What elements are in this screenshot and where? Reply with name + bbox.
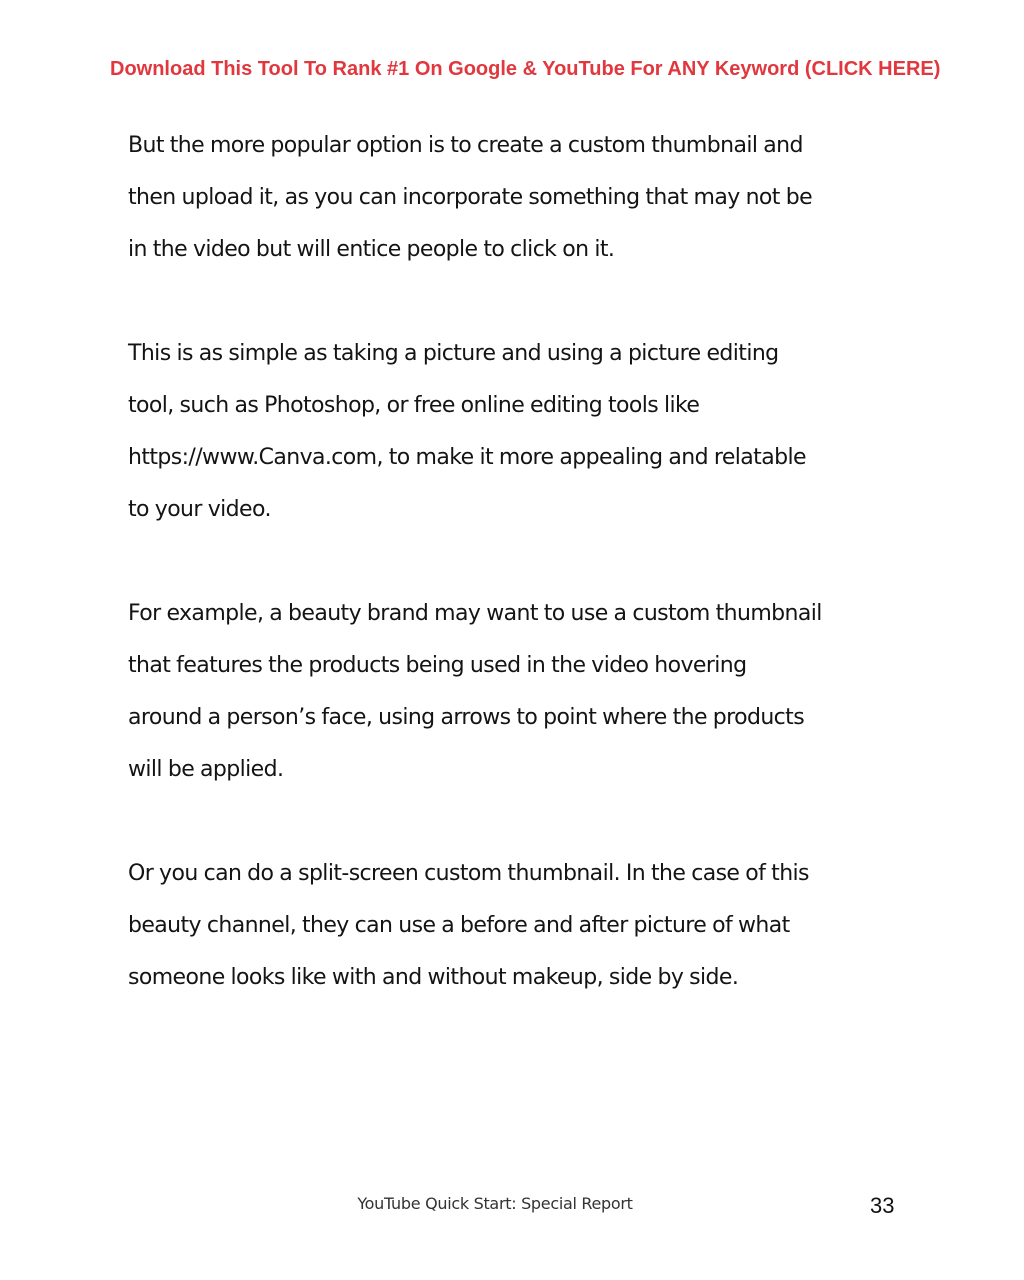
text-line: beauty channel, they can use a before and after picture of what xyxy=(128,913,790,938)
text-line: that features the products being used in the video hovering xyxy=(128,653,747,678)
footer-title: YouTube Quick Start: Special Report xyxy=(357,1194,633,1213)
paragraph-beauty-example xyxy=(128,588,918,796)
text-line: This is as simple as taking a picture and using a picture editing xyxy=(128,341,779,366)
text-line: in the video but will entice people to click on it. xyxy=(128,237,615,262)
text-line: around a person’s face, using arrows to point where the products xyxy=(128,705,805,730)
text-line: will be applied. xyxy=(128,757,284,782)
paragraph-editing-tools xyxy=(128,328,918,536)
text-line: https://www.Canva.com, to make it more appealing and relatable xyxy=(128,445,806,470)
download-tool-link[interactable]: Download This Tool To Rank #1 On Google & YouTube For ANY Keyword (CLICK HERE) xyxy=(110,58,941,80)
paragraph-split-screen xyxy=(128,848,918,1004)
paragraph-custom-thumbnail xyxy=(128,120,918,276)
text-line: to your video. xyxy=(128,497,271,522)
document-body xyxy=(128,120,918,1056)
text-line: someone looks like with and without makeup, side by side. xyxy=(128,965,739,990)
text-line: then upload it, as you can incorporate something that may not be xyxy=(128,185,813,210)
text-line: Or you can do a split-screen custom thumbnail. In the case of this xyxy=(128,861,809,886)
text-line: For example, a beauty brand may want to use a custom thumbnail xyxy=(128,601,822,626)
text-line: But the more popular option is to create a custom thumbnail and xyxy=(128,133,803,158)
page-number: 33 xyxy=(870,1193,895,1218)
text-line: tool, such as Photoshop, or free online editing tools like xyxy=(128,393,700,418)
